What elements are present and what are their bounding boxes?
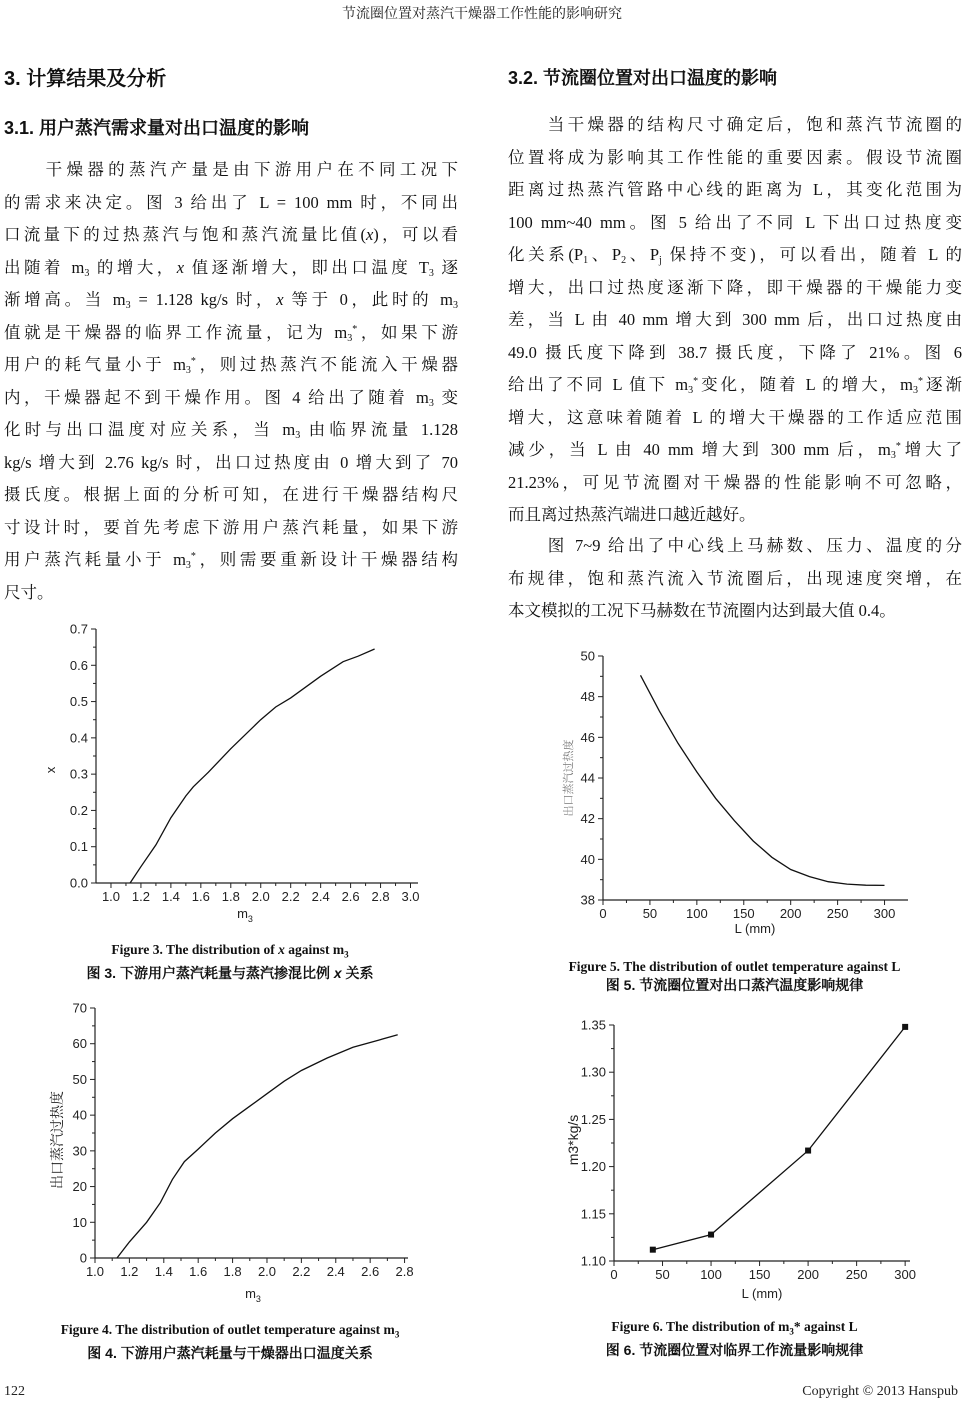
subsection-heading-3-1: 3.1. 用户蒸汽需求量对出口温度的影响 bbox=[4, 118, 310, 138]
text-segment: ，则过热蒸汽不能流入干燥器 bbox=[195, 355, 458, 374]
x-tick-label: 300 bbox=[873, 906, 896, 921]
text-segment: 变化，随着 L 的增大，m bbox=[698, 375, 914, 394]
text-line bbox=[508, 239, 962, 272]
text-segment: 3 bbox=[428, 397, 434, 409]
y-tick-label: 1.15 bbox=[580, 1206, 606, 1222]
text-segment: 的需求来决定。图 3 给出了 L = 100 mm 时，不同出 bbox=[4, 192, 458, 212]
paragraph-3-1 bbox=[4, 154, 458, 609]
x-tick-label: 1.2 bbox=[120, 1264, 139, 1279]
x-tick-label: 1.6 bbox=[189, 1264, 208, 1279]
text-segment: x bbox=[365, 225, 374, 244]
text-line bbox=[508, 530, 962, 563]
text-line bbox=[508, 109, 962, 142]
y-axis-label: x bbox=[43, 766, 58, 774]
text-segment: 位置将成为影响其工作性能的重要因素。假设节流圈 bbox=[508, 147, 962, 167]
text-line bbox=[4, 317, 458, 350]
figure-5-caption bbox=[505, 958, 964, 994]
text-segment: 的增大， bbox=[89, 257, 177, 277]
text-segment: 3 bbox=[185, 365, 191, 376]
data-point-marker bbox=[902, 1024, 908, 1030]
caption-cn: 图 4. 下游用户蒸汽耗量与干燥器出口温度关系 bbox=[87, 1344, 373, 1361]
subsection-heading-3-2: 3.2. 节流圈位置对出口温度的影响 bbox=[508, 68, 778, 88]
series-line bbox=[130, 649, 375, 883]
text-segment: 由临界流量 1.128 bbox=[300, 420, 458, 439]
x-tick-label: 250 bbox=[845, 1267, 868, 1282]
x-tick-label: 2.4 bbox=[326, 1264, 345, 1279]
y-tick-label: 10 bbox=[72, 1214, 87, 1230]
copyright: Copyright © 2013 Hanspub bbox=[802, 1384, 958, 1399]
fig4-chart bbox=[49, 1001, 414, 1305]
x-axis-label-sub: 3 bbox=[255, 1294, 261, 1304]
x-tick-label: 2.6 bbox=[361, 1264, 380, 1279]
text-segment: 值就是干燥器的临界工作流量，记为 m bbox=[4, 322, 348, 342]
x-tick-label: 1.2 bbox=[131, 889, 150, 904]
text-segment: 寸设计时，要首先考虑下游用户蒸汽耗量，如果下游 bbox=[4, 517, 458, 537]
text-segment: 保持不变)，可以看出，随着 L 的 bbox=[661, 245, 962, 264]
caption-en: Figure 5. The distribution of outlet temperature against L bbox=[568, 959, 901, 974]
x-tick-label: 1.8 bbox=[221, 889, 240, 904]
text-segment: 3 bbox=[453, 300, 458, 311]
y-tick-label: 0.6 bbox=[69, 657, 88, 673]
text-line bbox=[508, 304, 962, 337]
caption-cn: 图 6. 节流圈位置对临界工作流量影响规律 bbox=[605, 1341, 864, 1358]
page-number: 122 bbox=[4, 1384, 25, 1399]
y-tick-label: 70 bbox=[72, 1000, 87, 1016]
y-tick-label: 1.35 bbox=[580, 1017, 606, 1033]
x-tick-label: 0 bbox=[599, 906, 607, 921]
y-tick-label: 20 bbox=[72, 1179, 87, 1195]
x-tick-label: 2.0 bbox=[251, 889, 270, 904]
text-segment: 渐增高。当 m bbox=[4, 290, 126, 309]
y-tick-label: 1.20 bbox=[580, 1159, 606, 1175]
caption-cn: 图 5. 节流圈位置对出口蒸汽温度影响规律 bbox=[605, 977, 864, 993]
x-axis-label: $m_3$ bbox=[237, 906, 253, 924]
text-segment: 3 bbox=[428, 267, 434, 279]
text-segment: ，则需要重新设计干燥器结构 bbox=[195, 550, 458, 569]
paragraph-3-2-b bbox=[508, 530, 962, 628]
text-segment: 1 bbox=[583, 255, 589, 266]
text-segment: x bbox=[176, 257, 185, 277]
text-segment: * bbox=[918, 376, 924, 387]
text-line bbox=[508, 467, 962, 500]
data-point-marker bbox=[650, 1247, 656, 1253]
text-segment: 给出了不同 L 值下 m bbox=[508, 375, 689, 394]
text-segment: 化关系(P bbox=[508, 245, 584, 264]
text-line bbox=[508, 272, 962, 305]
text-segment: 3 bbox=[913, 385, 919, 396]
text-line bbox=[4, 512, 458, 545]
x-tick-label: 200 bbox=[797, 1267, 819, 1282]
text-segment: 图 7~9 给出了中心线上马赫数、压力、温度的分 bbox=[508, 536, 962, 555]
series-line bbox=[641, 675, 885, 885]
x-tick-label: 2.8 bbox=[371, 889, 390, 904]
text-line bbox=[4, 349, 458, 382]
text-line bbox=[4, 219, 458, 252]
text-segment: 3 bbox=[688, 385, 694, 396]
y-tick-label: 50 bbox=[72, 1071, 87, 1087]
caption-en: Figure 3. The distribution of bbox=[111, 942, 279, 957]
figure-4-caption bbox=[0, 1321, 460, 1362]
y-tick-label: 42 bbox=[580, 811, 595, 827]
y-tick-label: 48 bbox=[580, 689, 595, 705]
x-tick-label: 150 bbox=[748, 1267, 771, 1282]
caption-cn: 关系 bbox=[341, 964, 374, 981]
text-line bbox=[4, 154, 458, 187]
text-segment: 等于 0，此时的 m bbox=[283, 290, 453, 309]
text-segment: 21.23%，可见节流圈对干燥器的性能影响不可忽略， bbox=[508, 472, 962, 492]
running-title: 节流圈位置对蒸汽干燥器工作性能的影响研究 bbox=[342, 7, 622, 22]
text-segment: 3 bbox=[84, 267, 90, 279]
text-line bbox=[508, 402, 962, 435]
x-axis-label: L (mm) bbox=[734, 921, 776, 936]
y-tick-label: 1.10 bbox=[580, 1253, 606, 1269]
text-line bbox=[4, 252, 458, 285]
data-point-marker bbox=[805, 1148, 811, 1154]
text-line bbox=[4, 284, 458, 317]
x-axis-label: $m_3$ bbox=[245, 1286, 261, 1304]
y-tick-label: 50 bbox=[580, 648, 595, 664]
x-tick-label: 2.8 bbox=[395, 1264, 414, 1279]
text-segment: 2 bbox=[621, 255, 627, 266]
y-tick-label: 0.3 bbox=[69, 766, 88, 782]
text-segment: * bbox=[190, 551, 196, 562]
text-segment: 距离过热蒸汽管路中心线的距离为 L，其变化范围为 bbox=[508, 180, 962, 199]
text-segment: 干燥器的蒸汽产量是由下游用户在不同工况下 bbox=[4, 160, 458, 179]
y-axis-label: 出口蒸汽过热度 bbox=[563, 739, 575, 817]
caption-sub: 3 bbox=[789, 1326, 794, 1337]
caption-en: Figure 6. The distribution of m bbox=[611, 1319, 790, 1334]
text-segment: 摄氏度。根据上面的分析可知，在进行干燥器结构尺 bbox=[4, 485, 458, 504]
text-segment: 增大，出口过热度逐渐下降，即干燥器的干燥能力变 bbox=[508, 277, 962, 297]
x-tick-label: 250 bbox=[826, 906, 849, 921]
text-segment: 布规律，饱和蒸汽流入节流圈后，出现速度突增，在 bbox=[508, 568, 962, 588]
text-line bbox=[508, 142, 962, 175]
text-segment: x bbox=[276, 290, 284, 309]
text-segment: 3 bbox=[890, 450, 896, 461]
caption-en: against m bbox=[284, 942, 345, 957]
x-tick-label: 300 bbox=[894, 1267, 916, 1282]
y-tick-label: 0.4 bbox=[69, 730, 88, 746]
text-segment: * bbox=[693, 376, 699, 387]
text-line bbox=[508, 563, 962, 596]
text-segment: 出随着 m bbox=[4, 257, 85, 277]
text-segment: * bbox=[352, 323, 358, 335]
x-tick-label: 0 bbox=[610, 1267, 618, 1282]
text-line bbox=[508, 337, 962, 370]
text-line bbox=[508, 174, 962, 207]
x-axis-label-sub: 3 bbox=[247, 914, 253, 924]
text-segment: j bbox=[659, 255, 662, 266]
x-tick-label: 200 bbox=[779, 906, 802, 921]
figure-6-caption bbox=[505, 1318, 964, 1359]
caption-var: x bbox=[333, 964, 342, 981]
caption-sub: 3 bbox=[394, 1329, 400, 1340]
section-heading: 3. 计算结果及分析 bbox=[4, 68, 167, 90]
text-segment: 本文模拟的工况下马赫数在节流圈内达到最大值 0.4。 bbox=[508, 601, 896, 620]
fig6-chart bbox=[565, 1018, 916, 1302]
text-segment: 3 bbox=[125, 300, 131, 311]
text-segment: 100 mm~40 mm。图 5 给出了不同 L 下出口过热度变 bbox=[508, 212, 962, 232]
text-segment: 差，当 L 由 40 mm 增大到 300 mm 后，出口过热度由 bbox=[508, 310, 962, 329]
data-point-marker bbox=[708, 1232, 714, 1238]
x-tick-label: 1.4 bbox=[154, 1264, 173, 1279]
text-segment: 口流量下的过热蒸汽与饱和蒸汽流量比值( bbox=[4, 225, 366, 244]
y-tick-label: 40 bbox=[580, 851, 595, 867]
paragraph-3-2-a bbox=[508, 109, 962, 532]
text-segment: 减少，当 L 由 40 mm 增大到 300 mm 后，m bbox=[508, 440, 891, 459]
text-segment: 而且离过热蒸汽端进口越近越好。 bbox=[508, 505, 756, 524]
text-segment: 3 bbox=[347, 332, 353, 344]
x-tick-label: 1.4 bbox=[161, 889, 180, 904]
text-segment: * bbox=[895, 441, 901, 452]
y-tick-label: 1.25 bbox=[580, 1111, 606, 1127]
x-tick-label: 2.4 bbox=[311, 889, 330, 904]
y-tick-label: 0.0 bbox=[69, 875, 88, 891]
text-segment: 尺寸。 bbox=[4, 582, 54, 602]
y-tick-label: 0.7 bbox=[69, 621, 88, 637]
y-tick-label: 38 bbox=[580, 892, 595, 908]
text-segment: 49.0 摄氏度下降到 38.7 摄氏度，下降了 21%。图 6 bbox=[508, 342, 962, 362]
y-tick-label: 0.5 bbox=[69, 694, 88, 710]
y-tick-label: 0.1 bbox=[69, 839, 88, 855]
x-tick-label: 50 bbox=[642, 906, 658, 921]
text-segment: 值逐渐增大，即出口温度 T bbox=[184, 257, 429, 277]
y-tick-label: 40 bbox=[72, 1107, 87, 1123]
text-segment: 变 bbox=[433, 387, 458, 407]
text-segment: 化时与出口温度对应关系，当 m bbox=[4, 420, 296, 439]
text-segment: 、P bbox=[588, 245, 622, 264]
text-line bbox=[4, 447, 458, 480]
text-line bbox=[4, 414, 458, 447]
text-segment: * bbox=[190, 356, 196, 367]
text-segment: = 1.128 kg/s 时， bbox=[130, 290, 277, 309]
caption-var: x bbox=[278, 942, 285, 957]
caption-en: Figure 4. The distribution of outlet temperature against m bbox=[60, 1322, 395, 1337]
y-tick-label: 60 bbox=[72, 1036, 87, 1052]
text-segment: 、P bbox=[626, 245, 660, 264]
x-tick-label: 1.0 bbox=[85, 1264, 105, 1279]
caption-en: * against L bbox=[793, 1319, 858, 1334]
x-axis-label: L (mm) bbox=[741, 1286, 783, 1301]
x-tick-label: 50 bbox=[655, 1267, 670, 1282]
text-segment: 逐 bbox=[433, 257, 458, 277]
y-tick-label: 0.2 bbox=[69, 802, 88, 818]
x-tick-label: 100 bbox=[700, 1267, 722, 1282]
text-segment: ，如果下游 bbox=[357, 322, 459, 342]
y-tick-label: 46 bbox=[580, 729, 595, 745]
y-tick-label: 0 bbox=[79, 1250, 87, 1266]
x-tick-label: 2.0 bbox=[257, 1264, 277, 1279]
x-tick-label: 150 bbox=[732, 906, 755, 921]
y-tick-label: 30 bbox=[72, 1143, 87, 1159]
fig3-chart bbox=[43, 622, 420, 925]
y-axis-label: m3*kg/s bbox=[565, 1114, 581, 1166]
text-segment: 用户蒸汽耗量小于 m bbox=[4, 550, 186, 569]
x-tick-label: 1.0 bbox=[101, 889, 121, 904]
text-line bbox=[508, 207, 962, 240]
x-tick-label: 3.0 bbox=[401, 889, 420, 904]
y-tick-label: 44 bbox=[580, 770, 595, 786]
text-line bbox=[4, 187, 458, 220]
figure-3-caption bbox=[0, 941, 460, 982]
series-line bbox=[117, 1035, 398, 1258]
text-line bbox=[4, 577, 458, 610]
text-segment: 内，干燥器起不到干燥作用。图 4 给出了随着 m bbox=[4, 387, 429, 407]
series-line bbox=[653, 1027, 905, 1250]
fig5-chart bbox=[561, 649, 908, 937]
x-tick-label: 1.8 bbox=[223, 1264, 242, 1279]
text-line bbox=[4, 479, 458, 512]
x-tick-label: 2.2 bbox=[292, 1264, 311, 1279]
caption-sub: 3 bbox=[344, 949, 349, 960]
text-segment: 当干燥器的结构尺寸确定后，饱和蒸汽节流圈的 bbox=[508, 115, 962, 134]
text-line bbox=[508, 499, 962, 532]
text-segment: 增大，这意味着随着 L 的增大干燥器的工作适应范围 bbox=[508, 407, 962, 427]
text-segment: 用户的耗气量小于 m bbox=[4, 355, 186, 374]
x-tick-label: 2.2 bbox=[281, 889, 300, 904]
text-line bbox=[508, 434, 962, 467]
text-segment: 3 bbox=[295, 430, 301, 441]
caption-cn: 图 3. 下游用户蒸汽耗量与蒸汽掺混比例 bbox=[86, 964, 334, 981]
y-axis-label: 出口蒸汽过热度 bbox=[49, 1091, 65, 1189]
text-segment: kg/s 增大到 2.76 kg/s 时，出口过热度由 0 增大到了 70 bbox=[4, 452, 458, 472]
text-segment: 逐渐 bbox=[923, 375, 962, 394]
text-line bbox=[508, 369, 962, 402]
text-segment: )，可以看 bbox=[373, 225, 459, 244]
y-tick-label: 1.30 bbox=[580, 1064, 606, 1080]
x-tick-label: 1.6 bbox=[191, 889, 210, 904]
text-segment: 增大了 bbox=[900, 440, 963, 459]
x-tick-label: 2.6 bbox=[341, 889, 360, 904]
x-tick-label: 100 bbox=[685, 906, 708, 921]
text-line bbox=[4, 544, 458, 577]
text-line bbox=[4, 382, 458, 415]
text-segment: 3 bbox=[185, 560, 191, 571]
text-line bbox=[508, 595, 962, 628]
